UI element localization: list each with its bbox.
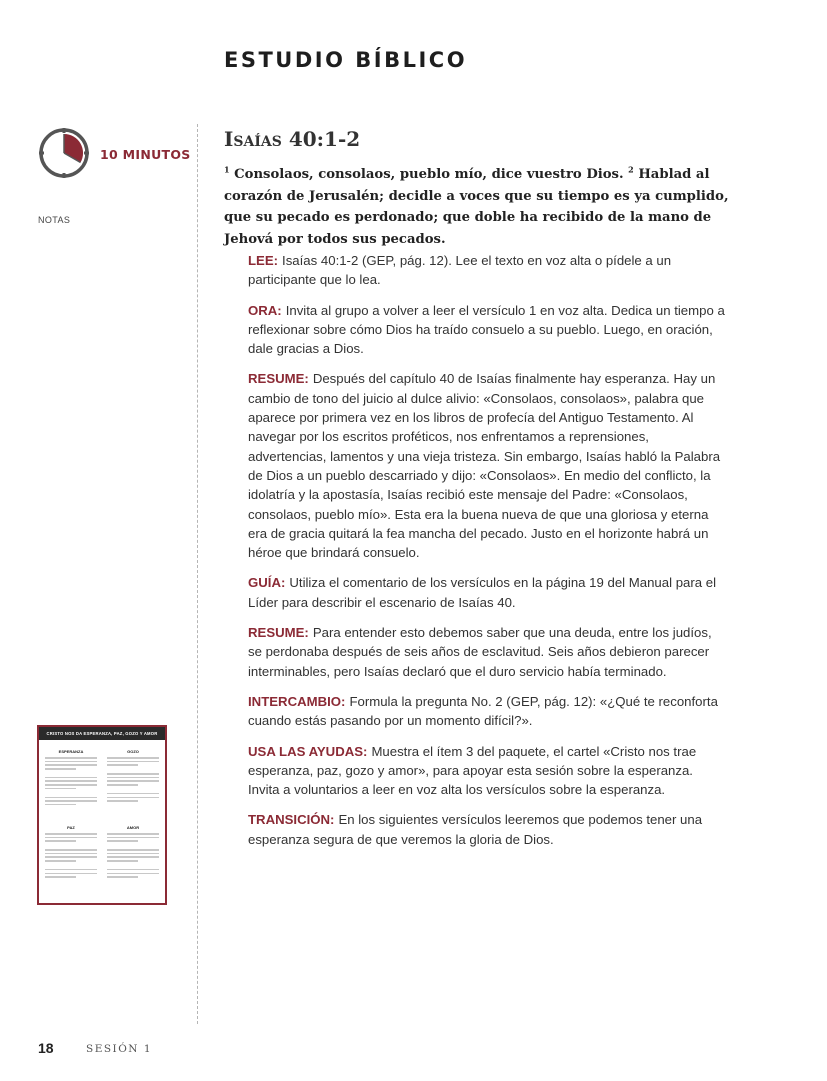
page-title: ESTUDIO BÍBLICO — [224, 48, 468, 72]
block-text: En los siguientes versículos leeremos que podemos tener una esperanza segura de que veremos la gloria de Dios. — [248, 812, 703, 847]
block-label: USA LAS AYUDAS: — [248, 743, 368, 759]
instruction-block — [248, 810, 728, 849]
poster-section — [45, 825, 97, 880]
scripture-reference: Isaías 40:1-2 — [224, 127, 361, 151]
poster-section-title: AMOR — [126, 825, 140, 830]
block-label: GUÍA: — [248, 575, 286, 591]
session-label: SESIÓN 1 — [86, 1043, 153, 1055]
block-text: Isaías 40:1-2 (GEP, pág. 12). Lee el texto en voz alta o pídele a un participante que lo lea. — [248, 253, 672, 288]
block-label: ORA: — [248, 302, 282, 318]
page-number: 18 — [38, 1040, 54, 1056]
notes-label: NOTAS — [38, 215, 71, 225]
block-label: LEE: — [248, 253, 279, 268]
block-label: RESUME: — [248, 371, 309, 387]
poster-title: CRISTO NOS DA ESPERANZA, PAZ, GOZO Y AMOR — [39, 727, 165, 740]
verse-number: 2 — [628, 164, 634, 175]
scripture-text — [224, 164, 744, 250]
verse-text: Hablad al corazón de Jerusalén; decidle a voces que su tiempo es ya cumplido, que su pecado es perdonado; que doble ha recibido de la mano de Jehová por todos sus pecados. — [224, 167, 729, 247]
poster-thumbnail — [37, 725, 167, 905]
instruction-block — [248, 742, 728, 800]
block-text: Muestra el ítem 3 del paquete, el cartel «Cristo nos trae esperanza, paz, gozo y amor», para apoyar esta sesión sobre la esperanza. Invita a voluntarios a leer en voz alta los versículos sobre la esperanza. — [248, 743, 697, 798]
poster-section — [45, 749, 97, 808]
instruction-block — [248, 692, 728, 731]
block-text: Formula la pregunta No. 2 (GEP, pág. 12): «¿Qué te reconforta cuando estás pasando por un momento difícil?». — [248, 693, 718, 729]
block-text: Después del capítulo 40 de Isaías finalmente hay esperanza. Hay un cambio de tono del juicio al dulce alivio: «Consolaos, consolaos», palabra que aparece por primera vez en los libros de profecía del Antiguo Testamento. Al navegar por los escritos proféticos, nos enfrentamos a reprensiones, advertencias, lamentos y una vieja tristeza. Sin embargo, Isaías habló la Palabra de Dios a un pueblo descarriado y dijo: «Consolaos». En medio del conflicto, la idolatría y la apostasía, Isaías recibió este mensaje del Padre: «Consolaos, consolaos, pueblo mío». Esta era la buena nueva de que una gloriosa y eterna era de gracia quitará la fea mancha del pecado. Justo en el horizonte habrá un héroe que brindará consuelo. — [248, 371, 721, 561]
instruction-block — [248, 251, 728, 290]
instruction-block — [248, 301, 728, 359]
sidebar-divider — [197, 124, 198, 1024]
poster-section-title: PAZ — [67, 825, 75, 830]
instruction-block — [248, 623, 728, 681]
block-label: INTERCAMBIO: — [248, 693, 346, 709]
block-text: Para entender esto debemos saber que una deuda, entre los judíos, se perdonaba después de seis años de esclavitud. Seis años debieron parecer interminables, pero Isaías declaró que el duro servicio había terminado. — [248, 625, 712, 679]
instruction-block — [248, 369, 728, 562]
poster-section — [107, 749, 159, 804]
poster-section-title: ESPERANZA — [58, 749, 84, 754]
poster-section-title: GOZO — [127, 749, 139, 754]
block-label: RESUME: — [248, 625, 309, 641]
clock-icon — [38, 127, 90, 179]
block-text: Utiliza el comentario de los versículos en la página 19 del Manual para el Líder para describir el escenario de Isaías 40. — [248, 575, 717, 610]
instruction-block — [248, 573, 728, 612]
verse-number: 1 — [224, 164, 230, 175]
block-label: TRANSICIÓN: — [248, 812, 335, 828]
block-text: Invita al grupo a volver a leer el versículo 1 en voz alta. Dedica un tiempo a reflexionar sobre cómo Dios ha traído consuelo a su pueblo. Luego, en oración, dale gracias a Dios. — [248, 302, 725, 357]
duration-label: 10 MINUTOS — [100, 147, 191, 162]
poster-section — [107, 825, 159, 880]
verse-text: Consolaos, consolaos, pueblo mío, dice vuestro Dios. — [234, 167, 624, 182]
instruction-blocks — [248, 251, 728, 860]
